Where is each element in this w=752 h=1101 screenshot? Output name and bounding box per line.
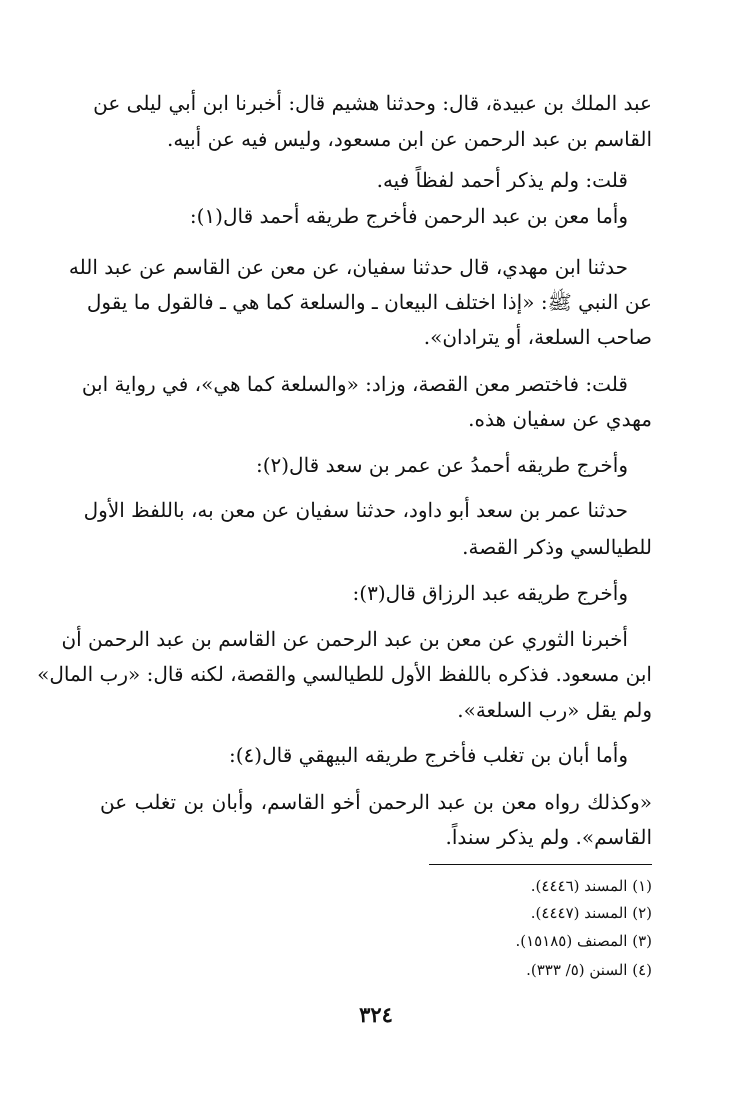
text-line: قلت: ولم يذكر أحمد لفظاً فيه. <box>376 168 628 192</box>
text-line: وأخرج طريقه عبد الرزاق قال(٣): <box>352 581 628 605</box>
text-line: القاسم». ولم يذكر سنداً. <box>445 825 652 849</box>
text-line: حدثنا عمر بن سعد أبو داود، حدثنا سفيان عن معن به، باللفظ الأول <box>83 498 628 522</box>
text-line: أخبرنا الثوري عن معن بن عبد الرحمن عن القاسم بن عبد الرحمن أن <box>61 627 628 651</box>
page-number: ٣٢٤ <box>359 1002 393 1027</box>
text-line: وأما أبان بن تغلب فأخرج طريقه البيهقي قال(٤): <box>228 743 628 767</box>
text-line: مهدي عن سفيان هذه. <box>468 407 652 431</box>
text-line: «وكذلك رواه معن بن عبد الرحمن أخو القاسم، وأبان بن تغلب عن <box>100 790 652 814</box>
footnote: (٢) المسند (٤٤٤٧). <box>530 904 652 922</box>
text-line: وأخرج طريقه أحمدُ عن عمر بن سعد قال(٢): <box>255 453 628 477</box>
text-line: وأما معن بن عبد الرحمن فأخرج طريقه أحمد قال(١): <box>189 204 628 228</box>
footnote-divider <box>429 864 652 865</box>
text-line: صاحب السلعة، أو يترادان». <box>423 325 652 349</box>
text-line: للطيالسي وذكر القصة. <box>462 535 652 559</box>
footnote: (٤) السنن (٥/ ٣٣٣). <box>526 961 652 979</box>
text-line: حدثنا ابن مهدي، قال حدثنا سفيان، عن معن عن القاسم عن عبد الله <box>68 255 628 279</box>
footnote: (٣) المصنف (١٥١٨٥). <box>515 932 652 950</box>
text-line: عن النبي ﷺ: «إذا اختلف البيعان ـ والسلعة كما هي ـ فالقول ما يقول <box>86 290 652 314</box>
text-line: ولم يقل «رب السلعة». <box>457 698 652 722</box>
footnote: (١) المسند (٤٤٤٦). <box>530 877 652 895</box>
text-line: القاسم بن عبد الرحمن عن ابن مسعود، وليس فيه عن أبيه. <box>167 127 652 151</box>
text-line: عبد الملك بن عبيدة، قال: وحدثنا هشيم قال: أخبرنا ابن أبي ليلى عن <box>93 91 652 115</box>
text-line: قلت: فاختصر معن القصة، وزاد: «والسلعة كما هي»، في رواية ابن <box>81 372 628 396</box>
text-line: ابن مسعود. فذكره باللفظ الأول للطيالسي والقصة، لكنه قال: «رب المال» <box>37 662 652 686</box>
